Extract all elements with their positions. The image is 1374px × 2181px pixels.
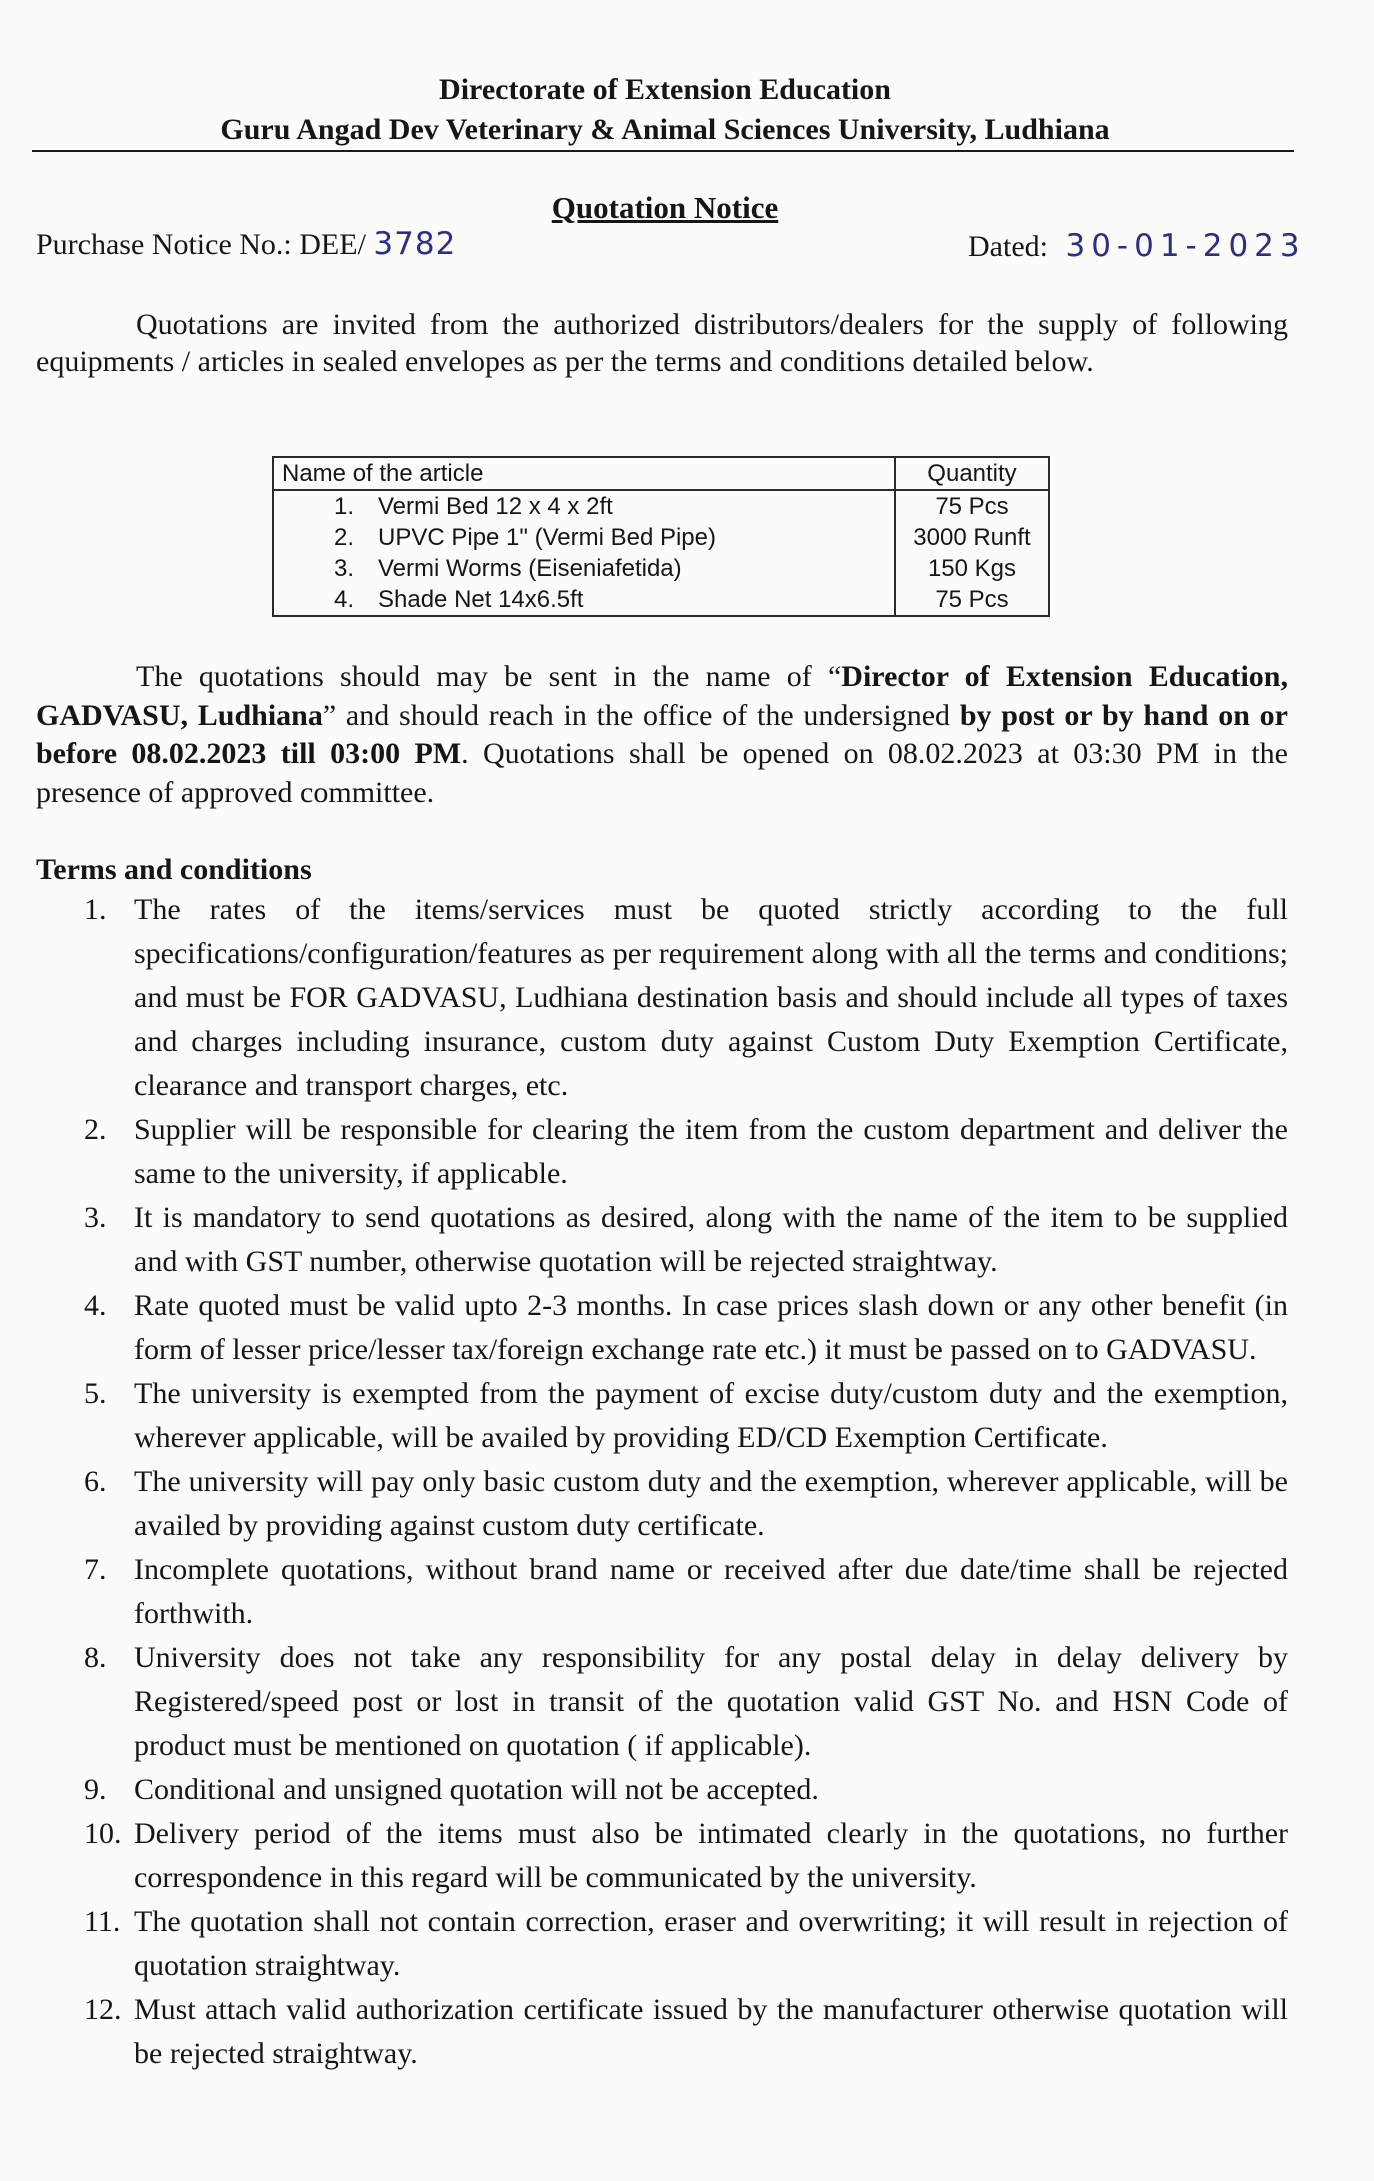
table-row: [273, 490, 1049, 522]
row-number: 3.: [334, 555, 355, 582]
term-item: [36, 1460, 1288, 1548]
header-divider: [32, 150, 1294, 152]
term-number: 4.: [84, 1289, 107, 1322]
term-item: [36, 888, 1288, 1108]
header-article-name: Name of the article: [273, 457, 895, 490]
term-item: [36, 1372, 1288, 1460]
dated-label: Dated:: [968, 230, 1048, 263]
articles-table: [272, 456, 1050, 617]
term-item: [36, 1900, 1288, 1988]
term-item: [36, 1108, 1288, 1196]
term-number: 11.: [84, 1905, 121, 1938]
article-quantity: 150 Kgs: [895, 553, 1049, 584]
term-text: Must attach valid authorization certificate issued by the manufacturer otherwise quotation will be rejected straightway.: [134, 1993, 1288, 2070]
header-quantity: Quantity: [895, 457, 1049, 490]
term-text: The quotation shall not contain correction, eraser and overwriting; it will result in rejection of quotation straightway.: [134, 1905, 1288, 1982]
article-quantity: 75 Pcs: [895, 584, 1049, 616]
articles-table-header: [273, 457, 1049, 490]
term-text: The university is exempted from the payment of excise duty/custom duty and the exemption, wherever applicable, will be availed by providing ED/CD Exemption Certificate.: [134, 1377, 1288, 1454]
term-text: Incomplete quotations, without brand name or received after due date/time shall be rejected forthwith.: [134, 1553, 1288, 1630]
table-row: [273, 522, 1049, 553]
purchase-notice-number: [36, 226, 456, 262]
intro-paragraph: Quotations are invited from the authorized distributors/dealers for the supply of following equipments / articles in sealed envelopes as per the terms and conditions detailed below.: [36, 308, 1288, 378]
term-text: Delivery period of the items must also be intimated clearly in the quotations, no further correspondence in this regard will be communicated by the university.: [134, 1817, 1288, 1894]
submission-text: The quotations should may be sent in the name of “: [136, 660, 842, 693]
term-item: [36, 1196, 1288, 1284]
row-number: 2.: [334, 524, 355, 551]
term-number: 10.: [84, 1817, 122, 1850]
submission-text: ” and should reach in the office of the undersigned: [322, 698, 960, 732]
letterhead-directorate: Directorate of Extension Education: [439, 73, 891, 106]
terms-list: [36, 888, 1288, 2076]
notice-title: Quotation Notice: [551, 190, 779, 225]
terms-heading: Terms and conditions: [36, 853, 312, 886]
row-number: 4.: [334, 586, 355, 613]
opening-info: . Quotations shall be opened on 08.02.2023 at 03:30 PM in the presence of approved committee.: [36, 737, 1288, 809]
article-name: Vermi Worms (Eiseniafetida): [378, 555, 682, 582]
term-text: Supplier will be responsible for clearing the item from the custom department and deliver the same to the university, if applicable.: [134, 1113, 1288, 1190]
term-text: The university will pay only basic custom duty and the exemption, wherever applicable, will be availed by providing against custom duty certificate.: [134, 1465, 1288, 1542]
term-number: 8.: [84, 1641, 107, 1674]
article-quantity: 3000 Runft: [895, 522, 1049, 553]
term-text: University does not take any responsibility for any postal delay in delay delivery by Registered/speed post or lost in transit of the quotation valid GST No. and HSN Code of product must be mentioned on quotation ( if applicable).: [134, 1641, 1288, 1762]
term-number: 1.: [84, 893, 107, 926]
row-number: 1.: [334, 493, 355, 520]
purchase-notice-label: Purchase Notice No.: DEE/: [36, 228, 366, 261]
term-item: [36, 1988, 1288, 2076]
letterhead: [0, 70, 1330, 150]
term-text: Conditional and unsigned quotation will not be accepted.: [134, 1773, 819, 1806]
term-text: It is mandatory to send quotations as desired, along with the name of the item to be supplied and with GST number, otherwise quotation will be rejected straightway.: [134, 1201, 1288, 1278]
term-item: [36, 1284, 1288, 1372]
term-number: 5.: [84, 1377, 107, 1410]
term-number: 2.: [84, 1113, 107, 1146]
article-name: UPVC Pipe 1" (Vermi Bed Pipe): [378, 524, 716, 551]
term-item: [36, 1636, 1288, 1768]
article-quantity: 75 Pcs: [895, 490, 1049, 522]
submission-deadline: by post or by hand on or before 08.02.2023 till 03:00 PM: [36, 698, 1288, 770]
addressee-name: Director of Extension Education, GADVASU, Ludhiana: [36, 660, 1288, 732]
table-row: [273, 584, 1049, 616]
table-row: [273, 553, 1049, 584]
term-number: 9.: [84, 1773, 107, 1806]
term-number: 6.: [84, 1465, 107, 1498]
term-item: [36, 1812, 1288, 1900]
term-number: 12.: [84, 1993, 122, 2026]
article-name: Vermi Bed 12 x 4 x 2ft: [378, 493, 613, 520]
article-name: Shade Net 14x6.5ft: [378, 586, 584, 613]
term-number: 3.: [84, 1201, 107, 1234]
term-item: [36, 1768, 1288, 1812]
submission-paragraph: [36, 658, 1288, 812]
notice-date: [968, 228, 1306, 264]
term-number: 7.: [84, 1553, 107, 1586]
letterhead-university: Guru Angad Dev Veterinary & Animal Sciences University, Ludhiana: [220, 113, 1110, 146]
term-text: Rate quoted must be valid upto 2-3 months. In case prices slash down or any other benefit (in form of lesser price/lesser tax/foreign exchange rate etc.) it must be passed on to GADVASU.: [134, 1289, 1288, 1366]
term-text: The rates of the items/services must be quoted strictly according to the full specifications/configuration/features as per requirement along with all the terms and conditions; and must be FOR GADVASU, Ludhiana destination basis and should include all types of taxes and charges including insurance, custom duty against Custom Duty Exemption Certificate, clearance and transport charges, etc.: [134, 893, 1288, 1102]
term-item: [36, 1548, 1288, 1636]
dated-handwritten-value: 30-01-2023: [1065, 228, 1306, 264]
purchase-notice-handwritten-number: 3782: [373, 226, 457, 262]
